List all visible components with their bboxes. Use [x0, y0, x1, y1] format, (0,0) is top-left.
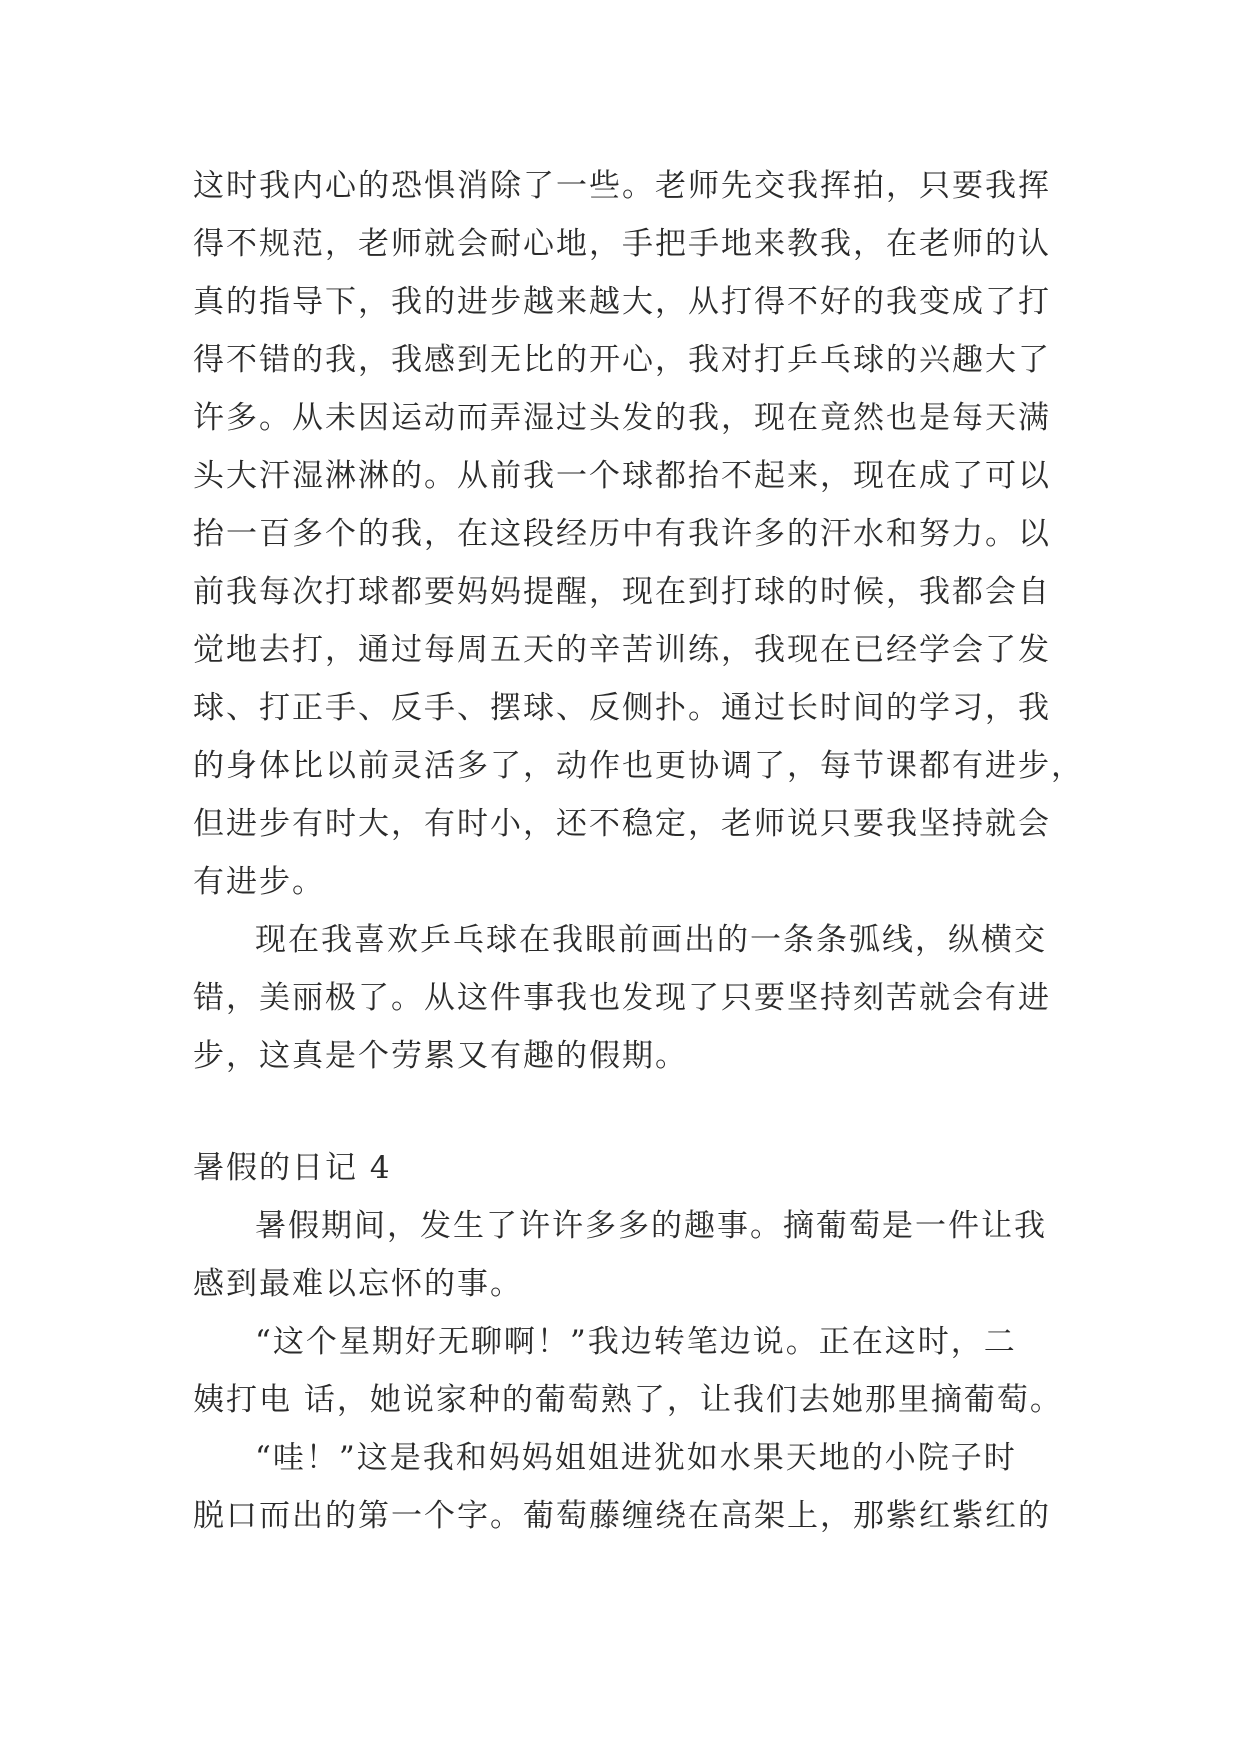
paragraph-line: 有进步。	[193, 864, 325, 900]
paragraph-line: 得不规范，老师就会耐心地，手把手地来教我，在老师的认	[193, 226, 1051, 262]
paragraph-line: 这时我内心的恐惧消除了一些。老师先交我挥拍，只要我挥	[193, 168, 1051, 204]
paragraph-line: 真的指导下，我的进步越来越大，从打得不好的我变成了打	[193, 284, 1051, 320]
paragraph-line: 脱口而出的第一个字。葡萄藤缠绕在高架上，那紫红紫红的	[193, 1498, 1051, 1534]
paragraph-line: 现在我喜欢乒乓球在我眼前画出的一条条弧线，纵横交	[255, 922, 1047, 958]
paragraph-line: 前我每次打球都要妈妈提醒，现在到打球的时候，我都会自	[193, 574, 1051, 610]
section-heading: 暑假的日记 4	[193, 1150, 392, 1186]
paragraph-line: 感到最难以忘怀的事。	[193, 1266, 523, 1302]
paragraph-line: “哇！”这是我和妈妈姐姐进犹如水果天地的小院子时	[255, 1440, 1017, 1476]
paragraph-line: 暑假期间，发生了许许多多的趣事。摘葡萄是一件让我	[255, 1208, 1047, 1244]
paragraph-line: 错，美丽极了。从这件事我也发现了只要坚持刻苦就会有进	[193, 980, 1051, 1016]
paragraph-line: “这个星期好无聊啊！”我边转笔边说。正在这时，二	[255, 1324, 1017, 1360]
paragraph-line: 许多。从未因运动而弄湿过头发的我，现在竟然也是每天满	[193, 400, 1051, 436]
paragraph-line: 得不错的我，我感到无比的开心，我对打乒乓球的兴趣大了	[193, 342, 1051, 378]
paragraph-line: 姨打电 话，她说家种的葡萄熟了，让我们去她那里摘葡萄。	[193, 1382, 1063, 1418]
paragraph-line: 头大汗湿淋淋的。从前我一个球都抬不起来，现在成了可以	[193, 458, 1051, 494]
paragraph-line: 的身体比以前灵活多了，动作也更协调了，每节课都有进步，	[193, 748, 1084, 784]
paragraph-line: 但进步有时大，有时小，还不稳定，老师说只要我坚持就会	[193, 806, 1051, 842]
paragraph-line: 抬一百多个的我，在这段经历中有我许多的汗水和努力。以	[193, 516, 1051, 552]
paragraph-line: 球、打正手、反手、摆球、反侧扑。通过长时间的学习，我	[193, 690, 1051, 726]
paragraph-line: 步，这真是个劳累又有趣的假期。	[193, 1038, 688, 1074]
paragraph-line: 觉地去打，通过每周五天的辛苦训练，我现在已经学会了发	[193, 632, 1051, 668]
